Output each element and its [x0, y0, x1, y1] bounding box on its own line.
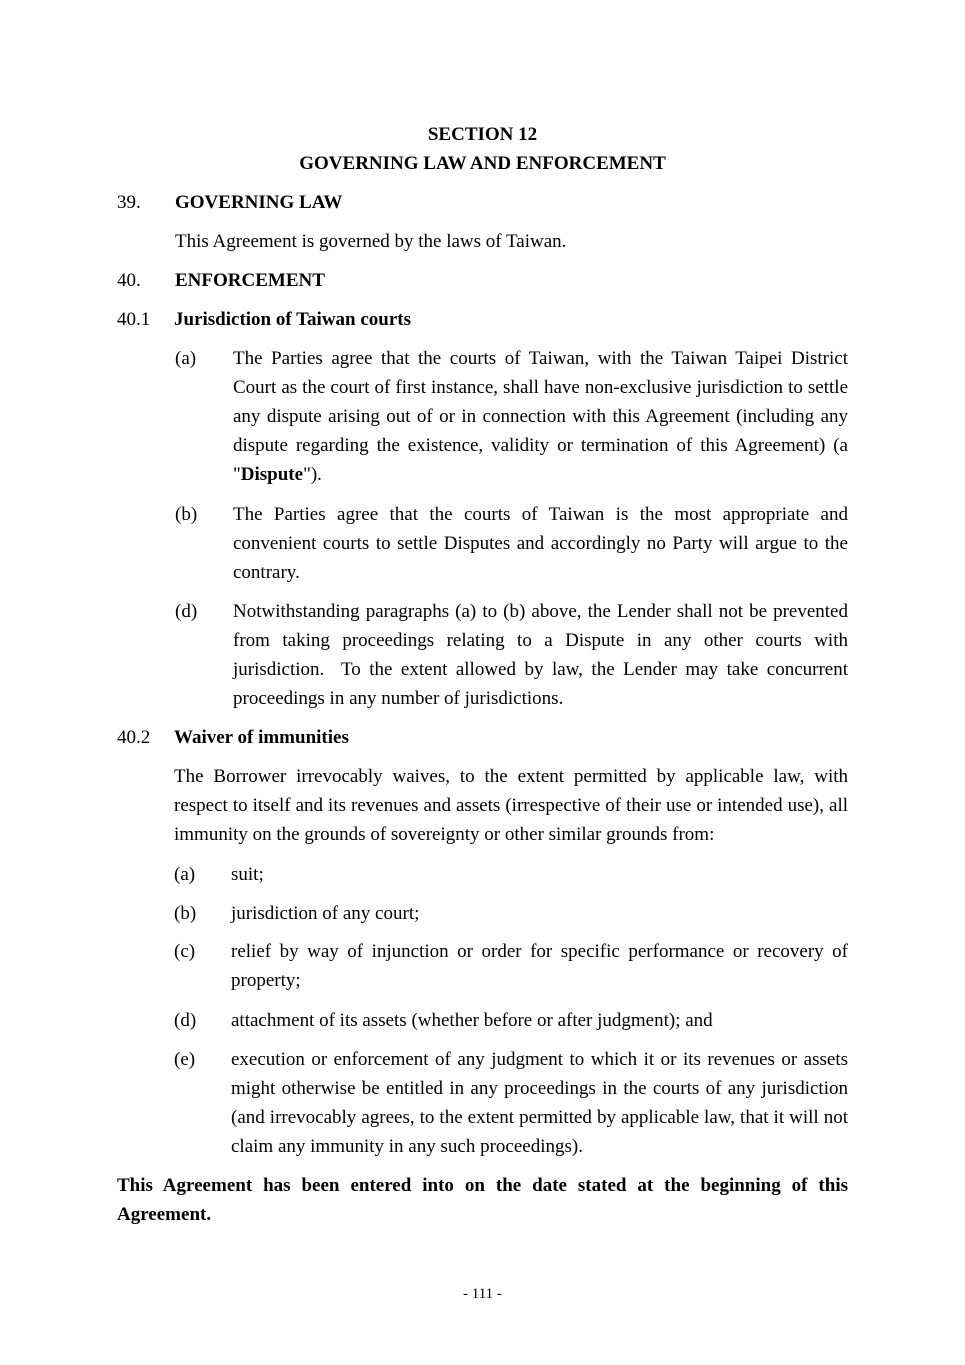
section-title: GOVERNING LAW AND ENFORCEMENT — [299, 153, 666, 174]
list-item-label: (d) — [175, 601, 198, 622]
list-item-label: (b) — [175, 504, 198, 525]
clause-40-heading: ENFORCEMENT — [175, 270, 325, 291]
clause-40-2-number: 40.2 — [117, 727, 151, 748]
list-item-label: (a) — [174, 864, 196, 885]
page-number: - 111 - — [463, 1286, 502, 1302]
list-item-label: (e) — [174, 1049, 196, 1070]
clause-40-1-number: 40.1 — [117, 309, 151, 330]
list-item-text: The Parties agree that the courts of Taiwan is the most appropriate and convenient courts to settle Disputes and accordingly no Party will argue to the contrary. — [233, 504, 848, 583]
list-item-text: jurisdiction of any court; — [231, 903, 420, 924]
list-item-label: (d) — [174, 1010, 197, 1031]
defined-term: Dispute — [240, 464, 304, 485]
clause-40-1-heading: Jurisdiction of Taiwan courts — [174, 309, 412, 330]
list-item-label: (c) — [174, 941, 196, 962]
text: "). — [303, 464, 322, 485]
list-item-text: execution or enforcement of any judgment to which it or its revenues or assets might otherwise be entitled in any proceedings in the courts of any jurisdiction (and irrevocably agrees, to the extent permitted by applicable law, that it will not claim any immunity in any such proceedings). — [231, 1049, 848, 1157]
clause-39-number: 39. — [117, 192, 141, 213]
text: The Parties agree that the courts of Taiwan, with the Taiwan Taipei District Court as the court of first instance, shall have non-exclusive jurisdiction to settle any dispute arising out of or in connection with this Agreement (including any dispute regarding the existence, validity or termination of this Agreement) (a " — [233, 348, 848, 485]
closing-statement: This Agreement has been entered into on the date stated at the beginning of this Agreement. — [117, 1175, 848, 1225]
clause-40-2-intro: The Borrower irrevocably waives, to the extent permitted by applicable law, with respect to itself and its revenues and assets (irrespective of their use or intended use), all immunity on the grounds of sovereignty or other similar grounds from: — [174, 766, 848, 845]
section-number: SECTION 12 — [427, 124, 538, 145]
list-item-text: attachment of its assets (whether before or after judgment); and — [231, 1010, 713, 1031]
list-item-label: (a) — [175, 348, 197, 369]
list-item-text — [233, 344, 848, 489]
list-item-label: (b) — [174, 903, 197, 924]
clause-40-number: 40. — [117, 270, 141, 291]
list-item-text: suit; — [231, 864, 264, 885]
clause-39-heading: GOVERNING LAW — [175, 192, 343, 213]
clause-39-body: This Agreement is governed by the laws of Taiwan. — [175, 231, 567, 252]
clause-40-2-heading: Waiver of immunities — [174, 727, 349, 748]
list-item-text: Notwithstanding paragraphs (a) to (b) above, the Lender shall not be prevented from taking proceedings relating to a Dispute in any other courts with jurisdiction. To the extent allowed by law, the Lender may take concurrent proceedings in any number of jurisdictions. — [233, 601, 853, 709]
list-item-text: relief by way of injunction or order for specific performance or recovery of property; — [231, 941, 848, 991]
